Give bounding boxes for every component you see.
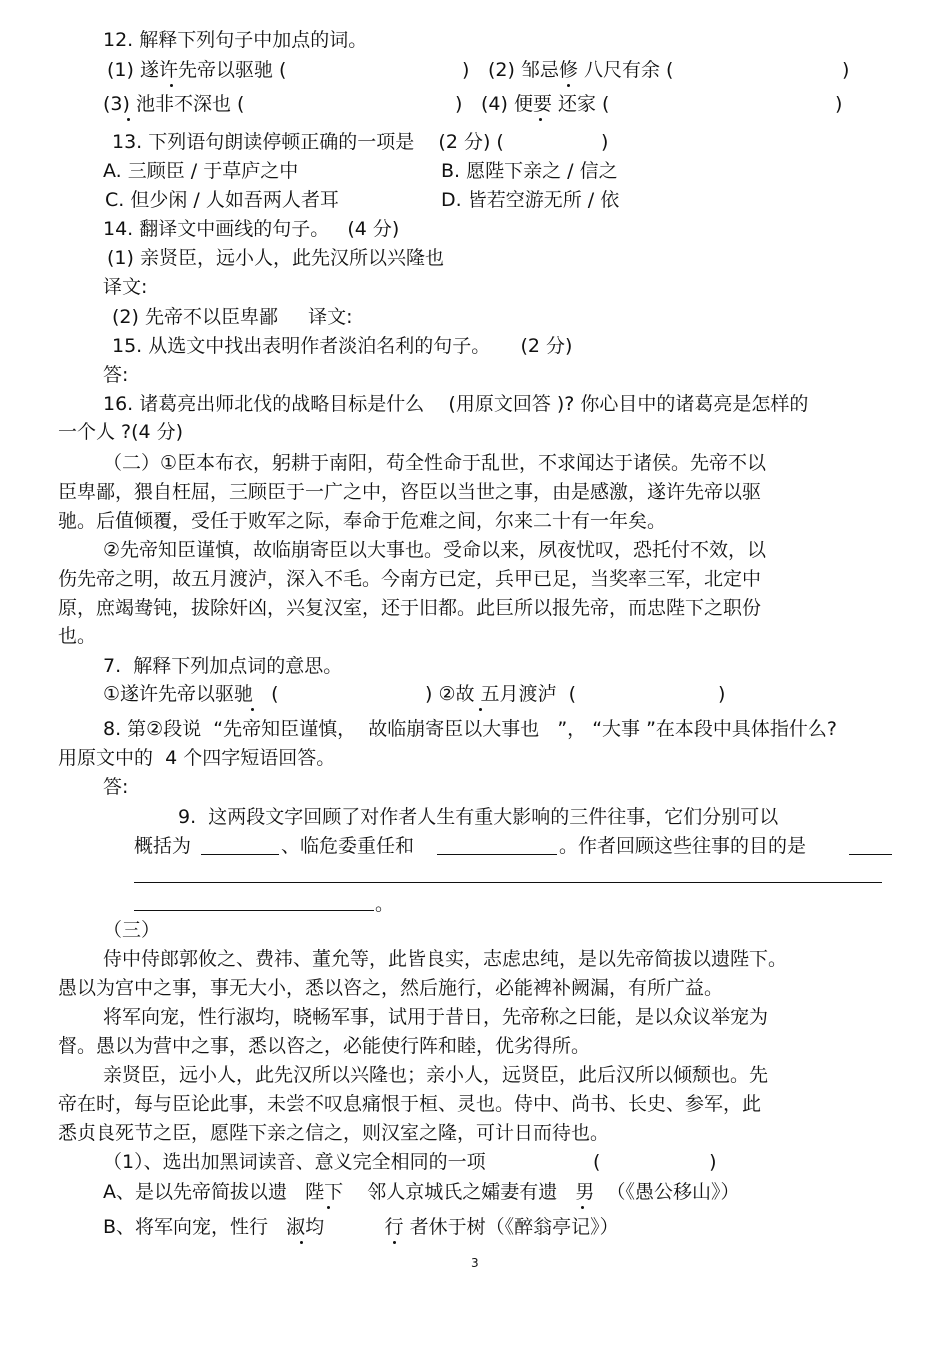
answer-blank[interactable] [437,854,557,855]
passage-3-line: 愚以为宫中之事，事无大小，悉以咨之，然后施行，必能裨补阙漏，有所广益。 [58,977,724,999]
passage-2-line: （二）①臣本布衣，躬耕于南阳，苟全性命于乱世，不求闻达于诸侯。先帝不以 [103,452,767,474]
question-12-item-4: (4) 便要 还家 ( [481,93,610,115]
question-12-item-4-close: ) [835,93,843,115]
emphasis-dot [251,708,254,711]
emphasis-dot [479,708,482,711]
question-1-heading: （1）、选出加黑词读音、意义完全相同的一项 [103,1151,486,1173]
passage-2-line: 伤先帝之明，故五月渡泸，深入不毛。今南方已定，兵甲已足，当奖率三军，北定中 [58,568,762,590]
passage-3-line: 亲贤臣，远小人，此先汉所以兴隆也；亲小人，远贤臣，此后汉所以倾颓也。先 [103,1064,769,1086]
emphasis-dot [539,118,542,121]
question-12-item-3-close: ) [455,93,463,115]
passage-3-line: 侍中侍郎郭攸之、费祎、董允等，此皆良实，志虑忠纯，是以先帝简拔以遗陛下。 [103,948,788,970]
question-14-item-2: (2) 先帝不以臣卑鄙 译文: [112,306,353,328]
emphasis-dot [581,1206,584,1209]
question-7-item-1: ①遂许先帝以驱驰 ( [103,683,279,705]
passage-2-line: 臣卑鄙，猥自枉屈，三顾臣于一广之中，咨臣以当世之事，由是感激，遂许先帝以驱 [58,481,762,503]
question-14-heading: 14. 翻译文中画线的句子。 (4 分) [103,218,400,240]
question-13-option-d: D. 皆若空游无所 / 依 [441,189,620,211]
question-15-heading: 15. 从选文中找出表明作者淡泊名利的句子。 (2 分) [112,335,573,357]
question-1-option-b: B、将军向宠，性行 淑均 行 者休于树（《醉翁亭记》） [103,1216,619,1238]
question-12-item-1-close: ) [462,59,470,81]
question-7-item-2: ) ②故 五月渡泸 ( [425,683,577,705]
answer-blank[interactable] [201,854,279,855]
question-1-answer-paren: ( ) [593,1151,717,1173]
question-9-line-1: 9. 这两段文字回顾了对作者人生有重大影响的三件往事，它们分别可以 [178,806,779,828]
answer-label: 答: [103,776,129,798]
passage-2-line: 也。 [58,625,97,647]
question-13-option-a: A. 三顾臣 / 于草庐之中 [103,160,299,182]
answer-blank[interactable] [134,882,882,883]
passage-2-line: ②先帝知臣谨慎，故临崩寄臣以大事也。受命以来，夙夜忧叹，恐托付不效，以 [103,539,767,561]
question-13-close: ) [601,131,609,153]
emphasis-dot [300,1241,303,1244]
passage-2-line: 原，庶竭鸯钝，拔除奸凶，兴复汉室，还于旧都。此巨所以报先帝，而忠陛下之职份 [58,597,762,619]
question-12-item-1: (1) 遂许先帝以驱驰 ( [107,59,287,81]
question-16-line-2: 一个人 ?(4 分) [58,421,184,443]
question-1-option-a: A、是以先帝简拔以遗 陛下 邻人京城氏之孀妻有遗 男 （《愚公移山》） [103,1181,740,1203]
question-9-text-1: 概括为 [134,835,192,857]
question-12-item-2: (2) 邹忌修 八尺有余 ( [488,59,674,81]
passage-3-line: 帝在时，每与臣论此事，未尝不叹息痛恨于桓、灵也。侍中、尚书、长史、参军，此 [58,1093,762,1115]
question-14-item-1: (1) 亲贤臣，远小人，此先汉所以兴隆也 [107,247,444,269]
question-9-text-3: 。作者回顾这些往事的目的是 [559,835,807,857]
emphasis-dot [170,84,173,87]
question-13-heading: 13. 下列语句朗读停顿正确的一项是 (2 分) ( [112,131,504,153]
answer-blank[interactable] [849,854,892,855]
translation-label: 译文: [103,276,148,298]
emphasis-dot [393,1241,396,1244]
question-8-line-1: 8. 第②段说 “先帝知臣谨慎， 故临崩寄臣以大事也 ”， “大事 ”在本段中具体指什么? [103,718,838,740]
passage-3-line: 将军向宠，性行淑均，晓畅军事，试用于昔日，先帝称之曰能，是以众议举宠为 [103,1006,769,1028]
question-13-option-c: C. 但少闲 / 人如吾两人者耳 [105,189,339,211]
passage-2-line: 驰。后值倾覆，受任于败军之际，奉命于危难之间，尔来二十有一年矣。 [58,510,667,532]
question-13-option-b: B. 愿陛下亲之 / 信之 [441,160,618,182]
passage-3-line: 督。愚以为营中之事，悉以咨之，必能使行阵和睦，优劣得所。 [58,1035,591,1057]
emphasis-dot [567,84,570,87]
question-12-item-3: (3) 池非不深也 ( [103,93,245,115]
emphasis-dot [327,1206,330,1209]
answer-blank[interactable] [134,910,374,911]
answer-label: 答: [103,364,129,386]
question-8-line-2: 用原文中的 4 个四字短语回答。 [58,747,336,769]
question-7-item-2-close: ) [718,683,726,705]
question-7-heading: 7. 解释下列加点词的意思。 [103,655,343,677]
question-16-line-1: 16. 诸葛亮出师北伐的战略目标是什么 (用原文回答 )? 你心目中的诸葛亮是怎样的 [103,393,809,415]
page-number: 3 [471,1256,479,1270]
question-12-item-2-close: ) [842,59,850,81]
passage-3-heading: （三） [103,919,161,941]
passage-3-line: 悉贞良死节之臣，愿陛下亲之信之，则汉室之隆，可计日而待也。 [58,1122,610,1144]
question-9-text-2: 、临危委重任和 [281,835,415,857]
question-12-heading: 12. 解释下列句子中加点的词。 [103,29,368,51]
emphasis-dot [127,118,130,121]
question-9-end: 。 [375,893,395,915]
